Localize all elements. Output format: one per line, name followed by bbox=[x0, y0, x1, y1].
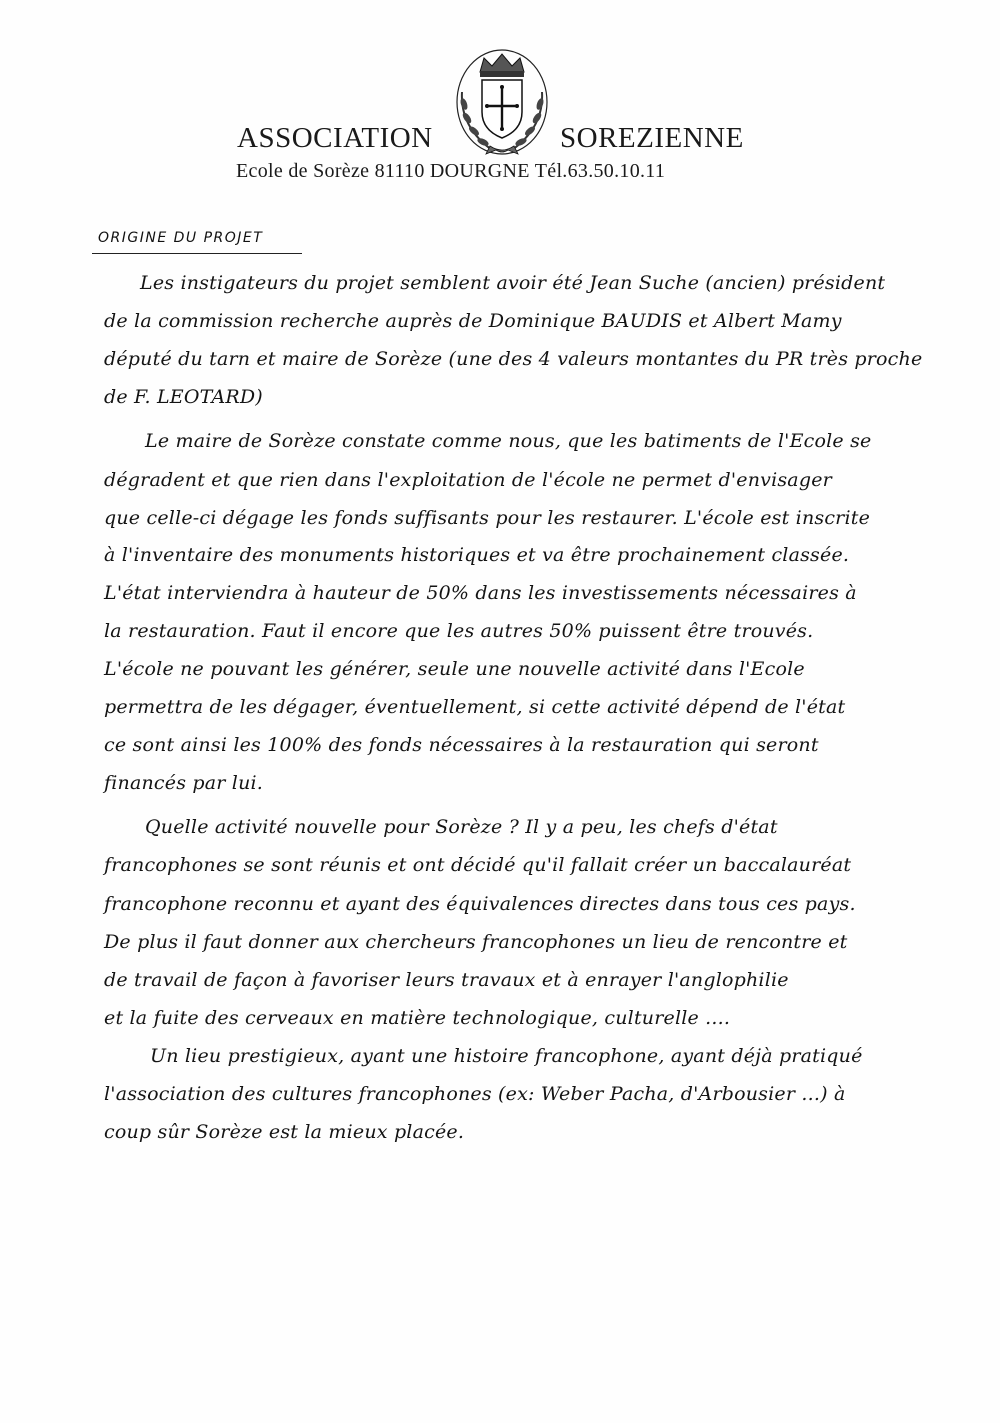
text-line: L'état interviendra à hauteur de 50% dans les investissements nécessaires à bbox=[104, 582, 857, 604]
text-line: Un lieu prestigieux, ayant une histoire francophone, ayant déjà pratiqué bbox=[150, 1045, 863, 1067]
text-line: francophones se sont réunis et ont décidé qu'il fallait créer un baccalauréat bbox=[104, 854, 852, 876]
text-line: De plus il faut donner aux chercheurs francophones un lieu de rencontre et bbox=[104, 931, 848, 953]
text-line: de la commission recherche auprès de Dominique BAUDIS et Albert Mamy bbox=[104, 310, 842, 332]
text-line: député du tarn et maire de Sorèze (une des 4 valeurs montantes du PR très proche bbox=[104, 348, 923, 370]
text-line: dégradent et que rien dans l'exploitation de l'école ne permet d'envisager bbox=[104, 469, 832, 491]
text-line: Quelle activité nouvelle pour Sorèze ? Il y a peu, les chefs d'état bbox=[145, 816, 778, 838]
coat-of-arms-logo bbox=[452, 42, 552, 158]
text-line: L'école ne pouvant les générer, seule une nouvelle activité dans l'Ecole bbox=[104, 658, 805, 680]
text-line: Le maire de Sorèze constate comme nous, que les batiments de l'Ecole se bbox=[145, 430, 872, 452]
text-line: financés par lui. bbox=[104, 772, 264, 794]
org-name-right: SOREZIENNE bbox=[560, 122, 744, 154]
text-line: que celle-ci dégage les fonds suffisants pour les restaurer. L'école est inscrite bbox=[104, 507, 871, 529]
text-line: de travail de façon à favoriser leurs travaux et à enrayer l'anglophilie bbox=[104, 969, 789, 991]
text-line: et la fuite des cerveaux en matière technologique, culturelle .... bbox=[104, 1007, 731, 1029]
text-line: de F. LEOTARD) bbox=[104, 386, 263, 408]
org-name-left: ASSOCIATION bbox=[237, 122, 433, 154]
text-line: Les instigateurs du projet semblent avoir été Jean Suche (ancien) président bbox=[140, 272, 886, 294]
heading-underline bbox=[92, 253, 302, 254]
text-line: francophone reconnu et ayant des équivalences directes dans tous ces pays. bbox=[104, 893, 856, 915]
text-line: coup sûr Sorèze est la mieux placée. bbox=[104, 1121, 465, 1143]
org-address: Ecole de Sorèze 81110 DOURGNE Tél.63.50.10.11 bbox=[236, 160, 666, 182]
text-line: à l'inventaire des monuments historiques et va être prochainement classée. bbox=[104, 544, 850, 566]
text-line: l'association des cultures francophones (ex: Weber Pacha, d'Arbousier ...) à bbox=[104, 1083, 846, 1105]
section-heading: ORIGINE DU PROJET bbox=[98, 230, 264, 246]
text-line: permettra de les dégager, éventuellement, si cette activité dépend de l'état bbox=[104, 696, 846, 718]
text-line: ce sont ainsi les 100% des fonds nécessaires à la restauration qui seront bbox=[104, 734, 819, 756]
text-line: la restauration. Faut il encore que les autres 50% puissent être trouvés. bbox=[104, 620, 814, 642]
